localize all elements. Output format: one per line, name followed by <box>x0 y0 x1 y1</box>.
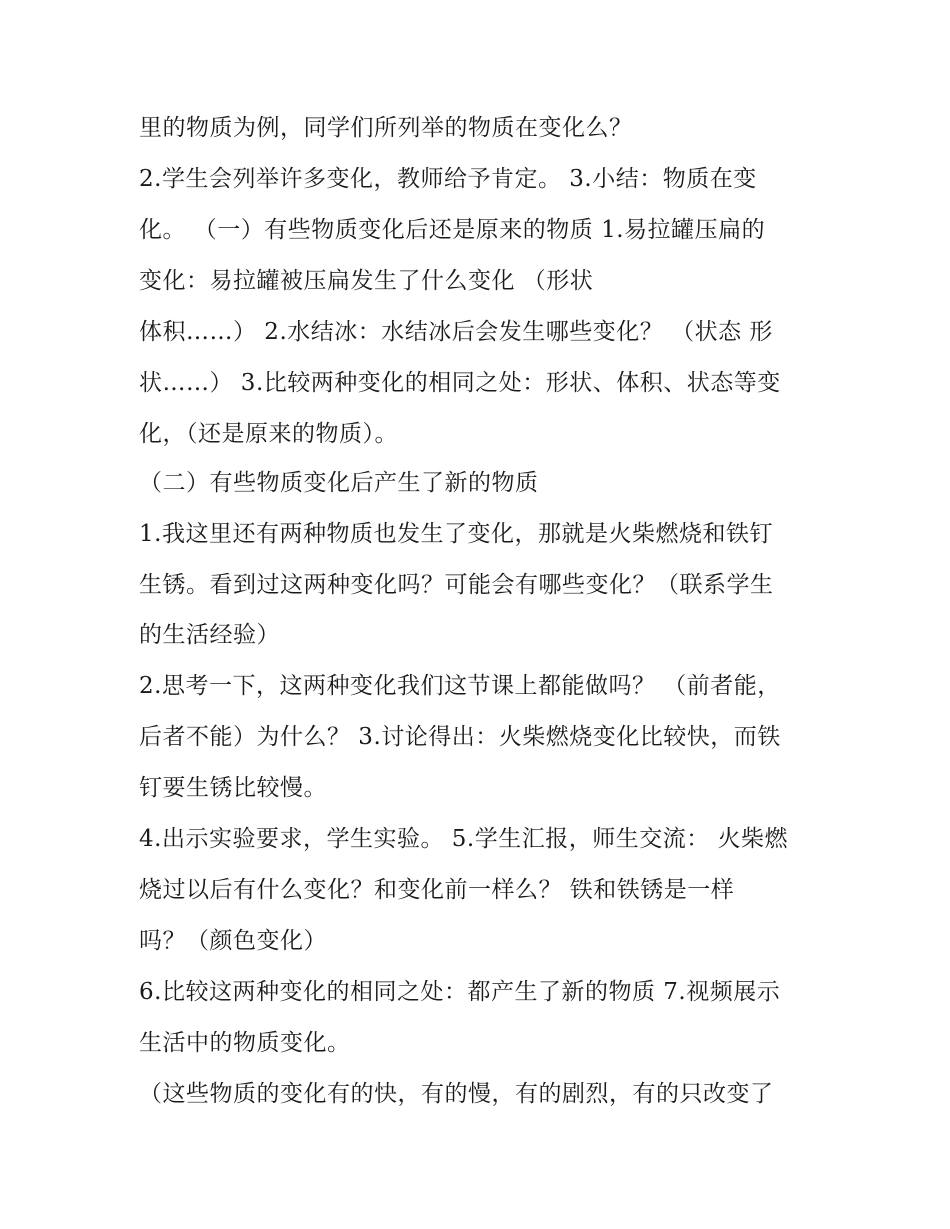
section-heading: （二）有些物质变化后产生了新的物质 <box>139 470 539 496</box>
text-line: 生活中的物质变化。 <box>139 1030 351 1056</box>
text-line: 状……） 3.比较两种变化的相同之处：形状、体积、状态等变 <box>139 370 781 396</box>
text-line: 烧过以后有什么变化？和变化前一样么？ 铁和铁锈是一样 <box>139 877 735 903</box>
text-line: 化。 （一）有些物质变化后还是原来的物质 1.易拉罐压扁的 <box>139 217 766 243</box>
text-line: 吗？（颜色变化） <box>139 928 327 954</box>
text-line: 后者不能）为什么？ 3.讨论得出：火柴燃烧变化比较快，而铁 <box>139 724 781 750</box>
text-line: 6.比较这两种变化的相同之处：都产生了新的物质 7.视频展示 <box>139 979 781 1005</box>
text-line: 1.我这里还有两种物质也发生了变化，那就是火柴燃烧和铁钉 <box>139 521 773 547</box>
text-line: 的生活经验） <box>139 622 280 648</box>
text-line: 体积……） 2.水结冰：水结冰后会发生哪些变化？ （状态 形 <box>139 319 773 345</box>
text-line: 变化：易拉罐被压扁发生了什么变化 （形状 <box>139 268 594 294</box>
text-line: （这些物质的变化有的快，有的慢，有的剧烈，有的只改变了 <box>139 1081 774 1107</box>
text-line: 4.出示实验要求，学生实验。 5.学生汇报，师生交流： 火柴燃 <box>139 826 789 852</box>
text-line: 2.思考一下，这两种变化我们这节课上都能做吗？ （前者能， <box>139 673 781 699</box>
text-line: 化，（还是原来的物质）。 <box>139 421 398 447</box>
text-line: 里的物质为例，同学们所列举的物质在变化么？ <box>139 115 633 141</box>
text-line: 钉要生锈比较慢。 <box>139 775 327 801</box>
text-line: 生锈。看到过这两种变化吗？可能会有哪些变化？（联系学生 <box>139 572 774 598</box>
text-line: 2.学生会列举许多变化，教师给予肯定。 3.小结：物质在变 <box>139 166 757 192</box>
